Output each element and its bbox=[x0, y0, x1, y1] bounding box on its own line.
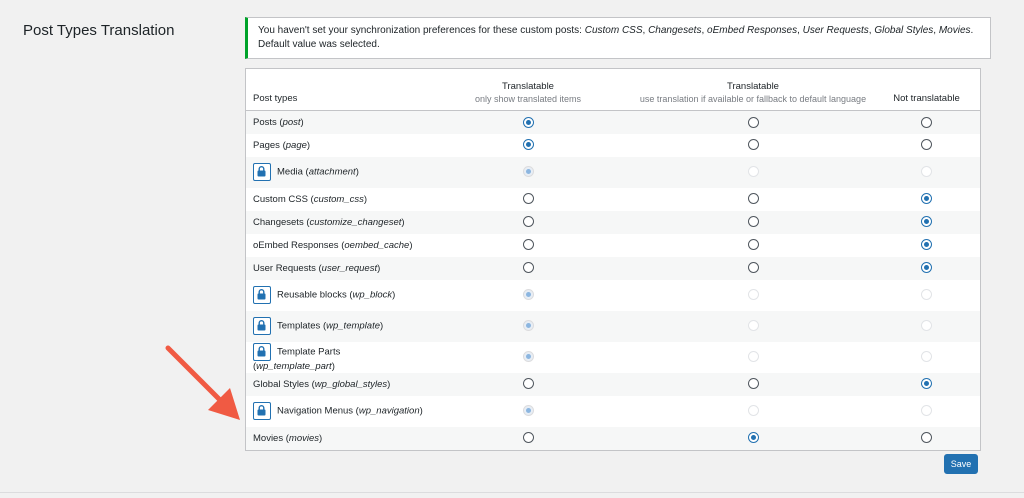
radio-not-translatable bbox=[921, 405, 932, 416]
arrow-annotation-icon bbox=[160, 340, 250, 430]
option-cell bbox=[873, 111, 980, 134]
post-type-label: Reusable blocks (wp_block) bbox=[277, 289, 396, 301]
radio-translatable-fallback[interactable] bbox=[748, 139, 759, 150]
option-cell bbox=[873, 134, 980, 157]
post-types-table bbox=[245, 68, 981, 451]
post-type-cell bbox=[246, 234, 423, 257]
post-type-cell bbox=[246, 342, 423, 373]
table-header-row bbox=[246, 69, 980, 111]
post-type-cell bbox=[246, 157, 423, 188]
radio-translatable-only[interactable] bbox=[523, 262, 534, 273]
header-translatable-fallback bbox=[633, 69, 873, 111]
post-type-label: Global Styles (wp_global_styles) bbox=[253, 378, 391, 390]
radio-not-translatable[interactable] bbox=[921, 193, 932, 204]
option-cell bbox=[633, 311, 873, 342]
radio-translatable-fallback[interactable] bbox=[748, 117, 759, 128]
radio-not-translatable[interactable] bbox=[921, 378, 932, 389]
radio-translatable-fallback bbox=[748, 289, 759, 300]
option-cell bbox=[423, 188, 633, 211]
radio-translatable-fallback[interactable] bbox=[748, 193, 759, 204]
radio-translatable-only bbox=[523, 166, 534, 177]
option-cell bbox=[633, 396, 873, 427]
post-type-cell bbox=[246, 311, 423, 342]
radio-translatable-only[interactable] bbox=[523, 432, 534, 443]
post-type-cell bbox=[246, 257, 423, 280]
bottom-divider bbox=[0, 492, 1024, 493]
radio-translatable-fallback[interactable] bbox=[748, 216, 759, 227]
lock-icon[interactable] bbox=[253, 286, 271, 304]
post-type-cell bbox=[246, 427, 423, 450]
post-type-cell bbox=[246, 373, 423, 396]
option-cell bbox=[423, 111, 633, 134]
option-cell bbox=[423, 211, 633, 234]
notice-prefix: You haven't set your synchronization preferences for these custom posts: bbox=[258, 25, 585, 36]
option-cell bbox=[633, 280, 873, 311]
table-row bbox=[246, 188, 980, 211]
notice-item: Global Styles bbox=[874, 25, 934, 36]
notice-item: User Requests bbox=[802, 25, 869, 36]
option-cell bbox=[423, 234, 633, 257]
notice-item: oEmbed Responses bbox=[707, 25, 798, 36]
option-cell bbox=[633, 157, 873, 188]
radio-translatable-fallback bbox=[748, 320, 759, 331]
radio-translatable-fallback[interactable] bbox=[748, 262, 759, 273]
option-cell bbox=[423, 280, 633, 311]
radio-translatable-only[interactable] bbox=[523, 117, 534, 128]
radio-not-translatable[interactable] bbox=[921, 139, 932, 150]
header-col3-title: Not translatable bbox=[893, 93, 960, 104]
radio-translatable-only[interactable] bbox=[523, 193, 534, 204]
save-button[interactable]: Save bbox=[944, 454, 978, 474]
header-col2-title: Translatable bbox=[727, 81, 779, 92]
header-col2-sub: use translation if available or fallback to default language bbox=[639, 94, 867, 104]
radio-translatable-only bbox=[523, 351, 534, 362]
option-cell bbox=[873, 157, 980, 188]
table-row bbox=[246, 396, 980, 427]
option-cell bbox=[873, 280, 980, 311]
option-cell bbox=[423, 373, 633, 396]
radio-translatable-only[interactable] bbox=[523, 139, 534, 150]
section-title: Post Types Translation bbox=[23, 22, 175, 39]
table-row bbox=[246, 157, 980, 188]
radio-not-translatable bbox=[921, 320, 932, 331]
header-col1-title: Translatable bbox=[502, 81, 554, 92]
notice-item: Changesets bbox=[648, 25, 702, 36]
option-cell bbox=[873, 188, 980, 211]
post-type-label: Pages (page) bbox=[253, 139, 311, 151]
radio-not-translatable bbox=[921, 289, 932, 300]
header-col1-sub: only show translated items bbox=[474, 94, 582, 104]
post-type-label: Navigation Menus (wp_navigation) bbox=[277, 405, 423, 417]
radio-not-translatable bbox=[921, 166, 932, 177]
table-row bbox=[246, 111, 980, 134]
option-cell bbox=[633, 188, 873, 211]
table-row bbox=[246, 373, 980, 396]
radio-not-translatable[interactable] bbox=[921, 239, 932, 250]
option-cell bbox=[873, 311, 980, 342]
post-type-label: Movies (movies) bbox=[253, 432, 323, 444]
post-type-cell bbox=[246, 396, 423, 427]
option-cell bbox=[633, 257, 873, 280]
lock-icon[interactable] bbox=[253, 163, 271, 181]
radio-translatable-fallback[interactable] bbox=[748, 239, 759, 250]
option-cell bbox=[633, 373, 873, 396]
option-cell bbox=[873, 373, 980, 396]
option-cell bbox=[423, 257, 633, 280]
option-cell bbox=[633, 134, 873, 157]
option-cell bbox=[423, 134, 633, 157]
option-cell bbox=[423, 342, 633, 373]
lock-icon[interactable] bbox=[253, 343, 271, 361]
lock-icon[interactable] bbox=[253, 317, 271, 335]
radio-translatable-only bbox=[523, 289, 534, 300]
option-cell bbox=[633, 211, 873, 234]
radio-translatable-fallback[interactable] bbox=[748, 378, 759, 389]
header-translatable-only bbox=[423, 69, 633, 111]
table-row bbox=[246, 427, 980, 450]
table-row bbox=[246, 311, 980, 342]
post-type-label: oEmbed Responses (oembed_cache) bbox=[253, 239, 413, 251]
post-type-label: Media (attachment) bbox=[277, 166, 359, 178]
option-cell bbox=[873, 234, 980, 257]
option-cell bbox=[633, 427, 873, 450]
radio-translatable-only[interactable] bbox=[523, 239, 534, 250]
radio-translatable-only[interactable] bbox=[523, 216, 534, 227]
post-type-cell bbox=[246, 111, 423, 134]
option-cell bbox=[873, 427, 980, 450]
radio-not-translatable bbox=[921, 351, 932, 362]
header-not-translatable bbox=[873, 69, 980, 111]
post-type-label: Templates (wp_template) bbox=[277, 320, 384, 332]
table-row bbox=[246, 134, 980, 157]
option-cell bbox=[423, 311, 633, 342]
radio-translatable-only bbox=[523, 405, 534, 416]
header-post-types: Post types bbox=[246, 69, 423, 111]
notice-item: Custom CSS bbox=[584, 25, 643, 36]
option-cell bbox=[423, 427, 633, 450]
notice-items: Custom CSS, Changesets, oEmbed Responses, User Requests, Global Styles, Movies bbox=[584, 25, 971, 36]
radio-translatable-fallback[interactable] bbox=[748, 432, 759, 443]
notice-item: Movies bbox=[938, 25, 971, 36]
radio-translatable-fallback bbox=[748, 166, 759, 177]
radio-translatable-only[interactable] bbox=[523, 378, 534, 389]
option-cell bbox=[873, 211, 980, 234]
sync-notice bbox=[245, 17, 991, 59]
post-type-label: Custom CSS (custom_css) bbox=[253, 193, 368, 205]
notice-suffix: . Default value was selected. bbox=[258, 25, 974, 50]
post-type-label: Template Parts (wp_template_part) bbox=[253, 346, 341, 372]
radio-not-translatable[interactable] bbox=[921, 117, 932, 128]
option-cell bbox=[633, 342, 873, 373]
table-row bbox=[246, 234, 980, 257]
table-row bbox=[246, 280, 980, 311]
radio-not-translatable[interactable] bbox=[921, 262, 932, 273]
option-cell bbox=[423, 396, 633, 427]
post-type-cell bbox=[246, 188, 423, 211]
option-cell bbox=[633, 111, 873, 134]
post-type-cell bbox=[246, 134, 423, 157]
option-cell bbox=[633, 234, 873, 257]
table-row bbox=[246, 342, 980, 373]
radio-not-translatable[interactable] bbox=[921, 432, 932, 443]
lock-icon[interactable] bbox=[253, 402, 271, 420]
radio-not-translatable[interactable] bbox=[921, 216, 932, 227]
option-cell bbox=[873, 257, 980, 280]
table-row bbox=[246, 211, 980, 234]
post-type-label: Changesets (customize_changeset) bbox=[253, 216, 405, 228]
post-type-cell bbox=[246, 280, 423, 311]
radio-translatable-fallback bbox=[748, 405, 759, 416]
radio-translatable-fallback bbox=[748, 351, 759, 362]
option-cell bbox=[873, 342, 980, 373]
post-type-cell bbox=[246, 211, 423, 234]
table-row bbox=[246, 257, 980, 280]
post-type-label: User Requests (user_request) bbox=[253, 262, 381, 274]
post-type-label: Posts (post) bbox=[253, 116, 304, 128]
option-cell bbox=[873, 396, 980, 427]
option-cell bbox=[423, 157, 633, 188]
radio-translatable-only bbox=[523, 320, 534, 331]
